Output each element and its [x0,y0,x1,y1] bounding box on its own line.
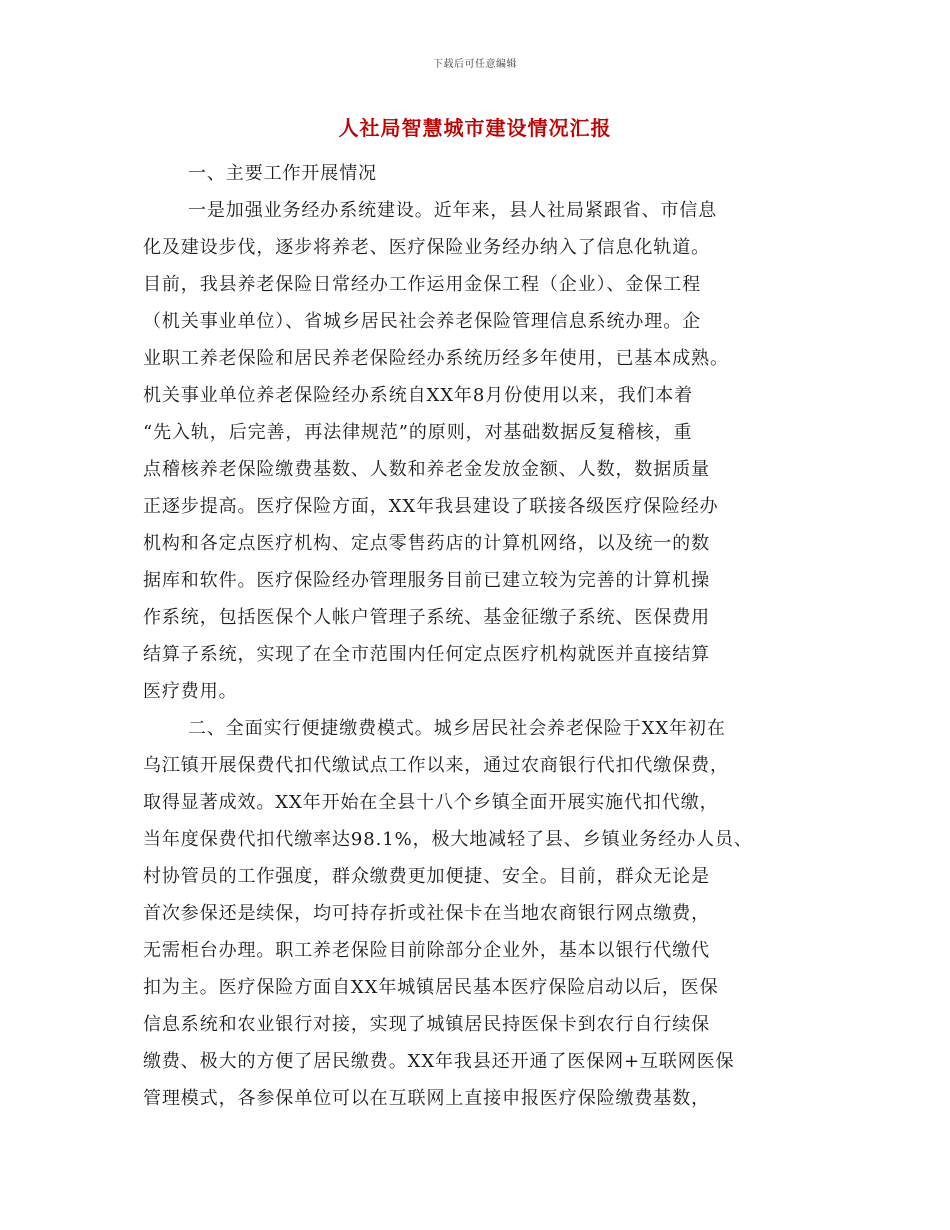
paragraph-line: 机构和各定点医疗机构、定点零售药店的计算机网络，以及统一的数 [143,533,710,554]
paragraph-line: 扣为主。医疗保险方面自XX年城镇居民基本医疗保险启动以后，医保 [143,977,719,998]
paragraph-line: 业职工养老保险和居民养老保险经办系统历经多年使用，已基本成熟。 [143,348,729,369]
paragraph-line: 无需柜台办理。职工养老保险目前除部分企业外，基本以银行代缴代 [143,940,710,961]
paragraph-line: 作系统，包括医保个人帐户管理子系统、基金征缴子系统、医保费用 [143,607,710,628]
paragraph-line: 一是加强业务经办系统建设。近年来，县人社局紧跟省、市信息 [188,200,718,221]
paragraph-line: 村协管员的工作强度，群众缴费更加便捷、安全。目前，群众无论是 [143,866,710,887]
paragraph-line: 缴费、极大的方便了居民缴费。XX年我县还开通了医保网+互联网医保 [143,1051,735,1072]
header-note: 下载后可任意编辑 [433,59,517,70]
paragraph-line: “先入轨，后完善，再法律规范”的原则，对基础数据反复稽核，重 [143,422,693,443]
paragraph-line: 医疗费用。 [143,681,238,702]
paragraph-line: 取得显著成效。XX年开始在全县十八个乡镇全面开展实施代扣代缴， [143,792,719,813]
paragraph-line: 正逐步提高。医疗保险方面，XX年我县建设了联接各级医疗保险经办 [143,496,719,517]
paragraph-line: 信息系统和农业银行对接，实现了城镇居民持医保卡到农行自行续保 [143,1014,710,1035]
document-title: 人社局智慧城市建设情况汇报 [338,116,612,140]
paragraph-line: 首次参保还是续保，均可持存折或社保卡在当地农商银行网点缴费， [143,903,710,924]
paragraph-line: 点稽核养老保险缴费基数、人数和养老金发放金额、人数，数据质量 [143,459,710,480]
paragraph-line: 管理模式，各参保单位可以在互联网上直接申报医疗保险缴费基数， [143,1088,710,1109]
paragraph-line: 二、全面实行便捷缴费模式。城乡居民社会养老保险于XX年初在 [188,718,726,739]
paragraph-line: 机关事业单位养老保险经办系统自XX年8月份使用以来，我们本着 [143,385,694,406]
paragraph-line: 结算子系统，实现了在全市范围内任何定点医疗机构就医并直接结算 [143,644,710,665]
paragraph-line: 据库和软件。医疗保险经办管理服务目前已建立较为完善的计算机操 [143,570,710,591]
section-heading: 一、主要工作开展情况 [188,163,377,184]
paragraph-line: 化及建设步伐，逐步将养老、医疗保险业务经办纳入了信息化轨道。 [143,237,710,258]
paragraph-line: 乌江镇开展保费代扣代缴试点工作以来，通过农商银行代扣代缴保费， [143,755,729,776]
paragraph-line: 目前，我县养老保险日常经办工作运用金保工程（企业）、金保工程 [143,274,701,295]
paragraph-line: （机关事业单位）、省城乡居民社会养老保险管理信息系统办理。企 [143,311,701,332]
paragraph-line: 当年度保费代扣代缴率达98.1%，极大地减轻了县、乡镇业务经办人员、 [143,829,753,850]
